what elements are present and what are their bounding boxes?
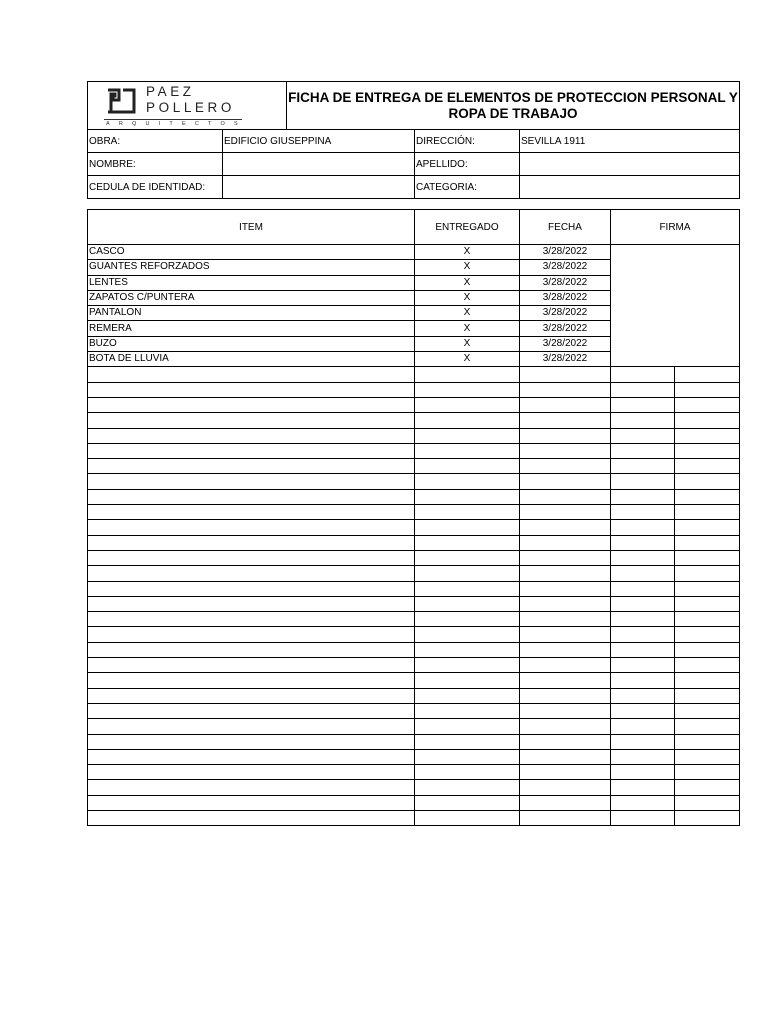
logo-mark-icon [106,88,136,114]
blank-cell[interactable] [415,795,520,810]
blank-cell[interactable] [88,581,415,596]
form-header-table [87,81,740,199]
logo-word-paez: PAEZ [146,84,195,99]
blank-cell[interactable] [675,550,740,565]
item-name: PANTALON [88,306,415,321]
company-logo [104,84,247,127]
item-name: GUANTES REFORZADOS [88,260,415,275]
table-row-blank [88,627,740,642]
logo-divider [104,119,242,120]
item-name: ZAPATOS C/PUNTERA [88,290,415,305]
blank-cell[interactable] [675,489,740,504]
blank-cell[interactable] [611,413,675,428]
blank-cell[interactable] [415,443,520,458]
blank-cell[interactable] [611,658,675,673]
blank-cell[interactable] [675,795,740,810]
blank-cell[interactable] [415,688,520,703]
blank-cell[interactable] [415,780,520,795]
blank-cell[interactable] [520,566,611,581]
blank-cell[interactable] [415,535,520,550]
blank-cell[interactable] [88,719,415,734]
blank-cell[interactable] [88,413,415,428]
blank-cell[interactable] [415,505,520,520]
blank-cell[interactable] [88,612,415,627]
blank-cell[interactable] [520,443,611,458]
nombre-value[interactable] [223,153,415,176]
blank-cell[interactable] [415,367,520,382]
item-entregado[interactable]: X [415,336,520,351]
apellido-label: APELLIDO: [415,153,520,176]
blank-cell[interactable] [415,459,520,474]
blank-cell[interactable] [675,780,740,795]
table-row-blank [88,780,740,795]
blank-cell[interactable] [675,505,740,520]
blank-cell[interactable] [611,428,675,443]
blank-cell[interactable] [611,810,675,825]
blank-cell[interactable] [611,780,675,795]
item-name: BOTA DE LLUVIA [88,352,415,367]
blank-cell[interactable] [675,428,740,443]
blank-cell[interactable] [415,765,520,780]
col-head-item: ITEM [88,210,415,245]
blank-cell[interactable] [520,397,611,412]
blank-cell[interactable] [88,658,415,673]
blank-cell[interactable] [611,673,675,688]
blank-cell[interactable] [88,688,415,703]
blank-cell[interactable] [675,703,740,718]
blank-cell[interactable] [611,474,675,489]
table-row-blank [88,673,740,688]
blank-cell[interactable] [520,642,611,657]
blank-cell[interactable] [415,719,520,734]
item-fecha[interactable]: 3/28/2022 [520,275,611,290]
blank-cell[interactable] [415,596,520,611]
blank-cell[interactable] [520,612,611,627]
blank-cell[interactable] [520,719,611,734]
categoria-value[interactable] [520,176,740,199]
table-row-blank [88,596,740,611]
item-entregado[interactable]: X [415,290,520,305]
blank-cell[interactable] [611,505,675,520]
blank-cell[interactable] [611,719,675,734]
blank-cell[interactable] [675,688,740,703]
blank-cell[interactable] [88,780,415,795]
col-head-firma: FIRMA [611,210,740,245]
blank-cell[interactable] [611,627,675,642]
blank-cell[interactable] [611,612,675,627]
nombre-label: NOMBRE: [88,153,223,176]
blank-cell[interactable] [675,581,740,596]
blank-cell[interactable] [675,474,740,489]
blank-cell[interactable] [88,810,415,825]
blank-cell[interactable] [675,734,740,749]
table-row-blank [88,581,740,596]
table-row-blank [88,703,740,718]
blank-cell[interactable] [611,382,675,397]
blank-cell[interactable] [675,673,740,688]
blank-cell[interactable] [611,550,675,565]
table-row-blank [88,719,740,734]
logo-word-pollero: POLLERO [146,100,235,115]
blank-cell[interactable] [611,765,675,780]
blank-cell[interactable] [611,443,675,458]
table-row-blank [88,367,740,382]
blank-cell[interactable] [675,658,740,673]
item-fecha[interactable]: 3/28/2022 [520,352,611,367]
item-entregado[interactable]: X [415,275,520,290]
item-entregado[interactable]: X [415,321,520,336]
item-fecha[interactable]: 3/28/2022 [520,260,611,275]
blank-cell[interactable] [415,703,520,718]
blank-cell[interactable] [88,535,415,550]
blank-cell[interactable] [675,367,740,382]
blank-cell[interactable] [520,627,611,642]
blank-cell[interactable] [611,734,675,749]
item-entregado[interactable]: X [415,260,520,275]
blank-cell[interactable] [415,642,520,657]
blank-cell[interactable] [88,367,415,382]
blank-cell[interactable] [611,520,675,535]
blank-cell[interactable] [520,596,611,611]
direccion-label: DIRECCIÓN: [415,130,520,153]
col-head-entregado: ENTREGADO [415,210,520,245]
obra-label: OBRA: [88,130,223,153]
blank-cell[interactable] [415,428,520,443]
blank-cell[interactable] [88,443,415,458]
blank-cell[interactable] [88,795,415,810]
blank-cell[interactable] [415,581,520,596]
blank-cell[interactable] [611,703,675,718]
blank-cell[interactable] [675,413,740,428]
table-row-blank [88,397,740,412]
item-fecha[interactable]: 3/28/2022 [520,245,611,260]
blank-cell[interactable] [611,642,675,657]
item-fecha[interactable]: 3/28/2022 [520,321,611,336]
table-row-blank [88,520,740,535]
logo-cell [88,82,287,130]
blank-cell[interactable] [675,397,740,412]
blank-cell[interactable] [415,550,520,565]
blank-cell[interactable] [675,459,740,474]
table-row-blank [88,443,740,458]
blank-cell[interactable] [520,658,611,673]
blank-cell[interactable] [415,673,520,688]
blank-cell[interactable] [675,627,740,642]
blank-cell[interactable] [611,596,675,611]
item-fecha[interactable]: 3/28/2022 [520,306,611,321]
blank-cell[interactable] [520,688,611,703]
blank-cell[interactable] [88,459,415,474]
table-row-blank [88,734,740,749]
table-row-blank [88,489,740,504]
blank-cell[interactable] [415,520,520,535]
item-fecha[interactable]: 3/28/2022 [520,336,611,351]
blank-cell[interactable] [611,367,675,382]
blank-cell[interactable] [88,505,415,520]
item-entregado[interactable]: X [415,352,520,367]
table-row-blank [88,642,740,657]
blank-cell[interactable] [611,749,675,764]
blank-cell[interactable] [520,413,611,428]
logo-tagline: ARQUITECTOS [106,121,247,127]
blank-cell[interactable] [88,520,415,535]
blank-cell[interactable] [675,566,740,581]
blank-cell[interactable] [675,810,740,825]
items-body [88,245,740,826]
blank-cell[interactable] [415,749,520,764]
table-row-blank [88,550,740,565]
item-name: CASCO [88,245,415,260]
blank-cell[interactable] [88,734,415,749]
blank-cell[interactable] [88,382,415,397]
delivery-form-sheet [87,81,739,826]
blank-cell[interactable] [88,765,415,780]
categoria-label: CATEGORIA: [415,176,520,199]
blank-cell[interactable] [520,550,611,565]
blank-cell[interactable] [520,367,611,382]
apellido-value[interactable] [520,153,740,176]
blank-cell[interactable] [611,489,675,504]
blank-cell[interactable] [415,382,520,397]
direccion-value[interactable]: SEVILLA 1911 [520,130,740,153]
table-row-blank [88,658,740,673]
blank-cell[interactable] [675,535,740,550]
blank-cell[interactable] [611,397,675,412]
blank-cell[interactable] [520,382,611,397]
table-row-blank [88,765,740,780]
blank-cell[interactable] [520,749,611,764]
blank-cell[interactable] [415,612,520,627]
blank-cell[interactable] [611,795,675,810]
blank-cell[interactable] [611,581,675,596]
blank-cell[interactable] [520,765,611,780]
signature-box[interactable] [611,245,740,367]
table-row-blank [88,382,740,397]
blank-cell[interactable] [611,535,675,550]
blank-cell[interactable] [520,474,611,489]
blank-cell[interactable] [520,505,611,520]
blank-cell[interactable] [520,489,611,504]
blank-cell[interactable] [520,780,611,795]
blank-cell[interactable] [415,474,520,489]
blank-cell[interactable] [415,810,520,825]
blank-cell[interactable] [88,550,415,565]
blank-cell[interactable] [520,581,611,596]
blank-cell[interactable] [520,795,611,810]
table-row [88,245,740,260]
blank-cell[interactable] [520,459,611,474]
col-head-fecha: FECHA [520,210,611,245]
blank-cell[interactable] [520,535,611,550]
item-entregado[interactable]: X [415,245,520,260]
blank-cell[interactable] [88,566,415,581]
table-row-blank [88,474,740,489]
blank-cell[interactable] [520,428,611,443]
table-row-blank [88,428,740,443]
blank-cell[interactable] [88,397,415,412]
blank-cell[interactable] [611,459,675,474]
blank-cell[interactable] [88,642,415,657]
table-row-blank [88,688,740,703]
item-name: LENTES [88,275,415,290]
blank-cell[interactable] [88,703,415,718]
blank-cell[interactable] [415,627,520,642]
blank-cell[interactable] [520,703,611,718]
blank-cell[interactable] [88,596,415,611]
blank-cell[interactable] [415,658,520,673]
blank-cell[interactable] [520,520,611,535]
table-row-blank [88,535,740,550]
blank-cell[interactable] [675,642,740,657]
item-entregado[interactable]: X [415,306,520,321]
blank-cell[interactable] [675,520,740,535]
item-name: REMERA [88,321,415,336]
blank-cell[interactable] [415,489,520,504]
form-title: FICHA DE ENTREGA DE ELEMENTOS DE PROTECCION PERSONAL Y ROPA DE TRABAJO [287,82,740,130]
blank-cell[interactable] [415,566,520,581]
blank-cell[interactable] [520,673,611,688]
table-row-blank [88,612,740,627]
table-row-blank [88,413,740,428]
items-table [87,209,740,826]
table-row-blank [88,810,740,825]
blank-cell[interactable] [611,688,675,703]
blank-cell[interactable] [520,734,611,749]
table-row-blank [88,749,740,764]
blank-cell[interactable] [88,428,415,443]
table-row-blank [88,566,740,581]
table-row-blank [88,795,740,810]
item-fecha[interactable]: 3/28/2022 [520,290,611,305]
obra-value[interactable]: EDIFICIO GIUSEPPINA [223,130,415,153]
blank-cell[interactable] [415,397,520,412]
table-row-blank [88,505,740,520]
blank-cell[interactable] [675,765,740,780]
blank-cell[interactable] [88,627,415,642]
blank-cell[interactable] [520,810,611,825]
blank-cell[interactable] [88,749,415,764]
blank-cell[interactable] [415,734,520,749]
blank-cell[interactable] [675,749,740,764]
blank-cell[interactable] [675,612,740,627]
blank-cell[interactable] [675,443,740,458]
blank-cell[interactable] [88,673,415,688]
blank-cell[interactable] [611,566,675,581]
item-name: BUZO [88,336,415,351]
blank-cell[interactable] [415,413,520,428]
blank-cell[interactable] [88,474,415,489]
blank-cell[interactable] [675,382,740,397]
cedula-value[interactable] [223,176,415,199]
blank-cell[interactable] [88,489,415,504]
blank-cell[interactable] [675,596,740,611]
table-row-blank [88,459,740,474]
blank-cell[interactable] [675,719,740,734]
cedula-label: CEDULA DE IDENTIDAD: [88,176,223,199]
